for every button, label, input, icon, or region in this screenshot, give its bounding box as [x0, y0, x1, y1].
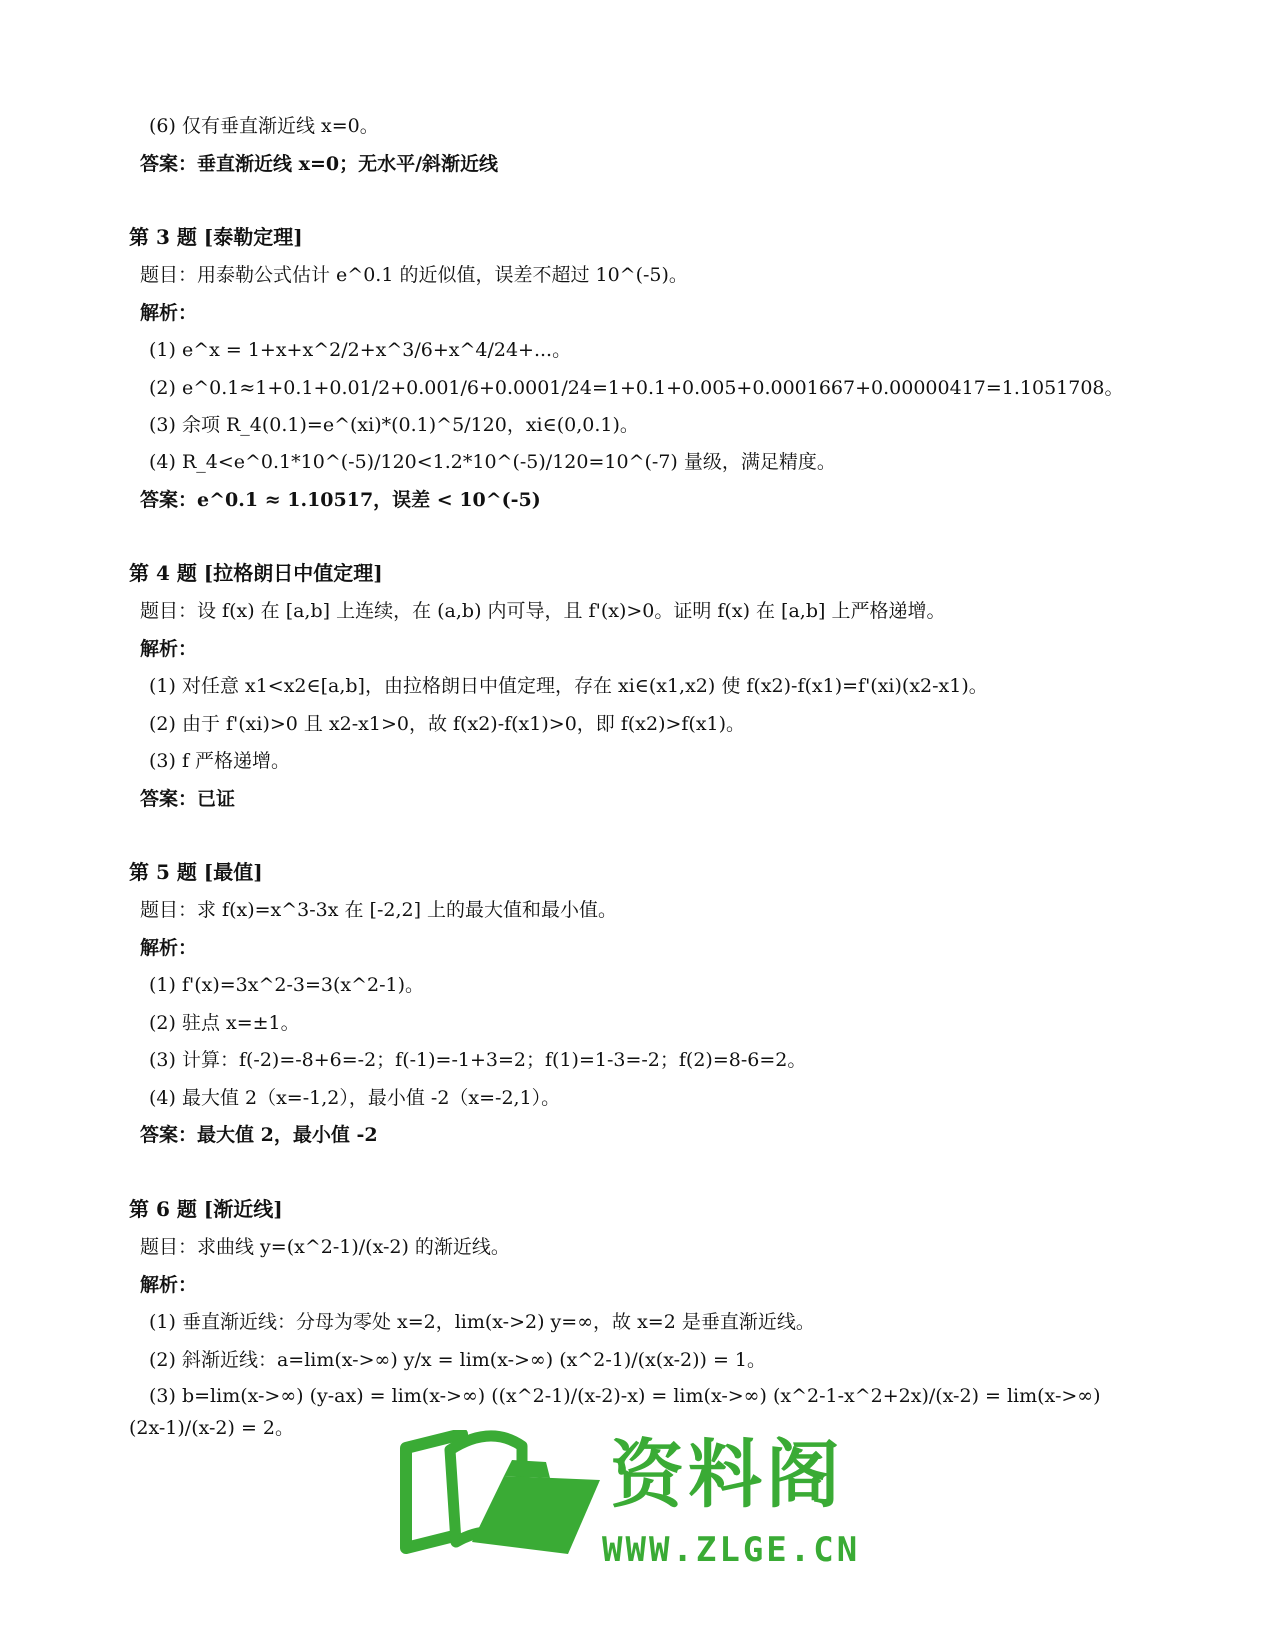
q3-step-1: (1) e^x = 1+x+x^2/2+x^3/6+x^4/24+...。	[149, 339, 572, 361]
answer-text: 垂直渐近线 x=0；无水平/斜渐近线	[197, 153, 499, 175]
q4-step-1: (1) 对任意 x1<x2∈[a,b]，由拉格朗日中值定理，存在 xi∈(x1,x2) 使 f(x2)-f(x1)=f'(xi)(x2-x1)。	[149, 675, 988, 697]
answer-label: 答案：	[140, 788, 198, 810]
open-book-folder-icon	[400, 1430, 600, 1560]
q3-step-2: (2) e^0.1≈1+0.1+0.01/2+0.001/6+0.0001/24=1+0.1+0.005+0.0001667+0.00000417=1.1051708。	[149, 377, 1124, 399]
answer-text: e^0.1 ≈ 1.10517，误差 < 10^(-5)	[197, 489, 541, 511]
q5-heading: 第 5 题 [最值]	[129, 860, 263, 884]
q3-problem: 题目：用泰勒公式估计 e^0.1 的近似值，误差不超过 10^(-5)。	[140, 264, 688, 286]
q5-solution-label: 解析：	[140, 937, 198, 959]
q3-step-3: (3) 余项 R_4(0.1)=e^(xi)*(0.1)^5/120，xi∈(0,0.1)。	[149, 414, 639, 436]
answer-label: 答案：	[140, 489, 198, 511]
q6-heading: 第 6 题 [渐近线]	[129, 1197, 283, 1221]
q5-problem: 题目：求 f(x)=x^3-3x 在 [-2,2] 上的最大值和最小值。	[140, 899, 618, 921]
q4-step-3: (3) f 严格递增。	[149, 750, 291, 772]
answer-text: 已证	[197, 788, 236, 810]
q4-answer	[140, 786, 235, 812]
q5-step-1: (1) f'(x)=3x^2-3=3(x^2-1)。	[149, 974, 425, 996]
q5-step-4: (4) 最大值 2（x=-1,2），最小值 -2（x=-2,1）。	[149, 1087, 561, 1109]
q4-heading: 第 4 题 [拉格朗日中值定理]	[129, 561, 383, 585]
q4-solution-label: 解析：	[140, 638, 198, 660]
q5-step-3: (3) 计算：f(-2)=-8+6=-2；f(-1)=-1+3=2；f(1)=1-3=-2；f(2)=8-6=2。	[149, 1049, 807, 1071]
watermark-brand: 资料阁	[610, 1432, 844, 1518]
q3-solution-label: 解析：	[140, 302, 198, 324]
q4-step-2: (2) 由于 f'(xi)>0 且 x2-x1>0，故 f(x2)-f(x1)>0，即 f(x2)>f(x1)。	[149, 713, 746, 735]
q4-problem: 题目：设 f(x) 在 [a,b] 上连续，在 (a,b) 内可导，且 f'(x)>0。证明 f(x) 在 [a,b] 上严格递增。	[140, 600, 946, 622]
answer-text: 最大值 2，最小值 -2	[197, 1124, 378, 1146]
q3-step-4: (4) R_4<e^0.1*10^(-5)/120<1.2*10^(-5)/120=10^(-7) 量级，满足精度。	[149, 451, 836, 473]
q2-step-6: (6) 仅有垂直渐近线 x=0。	[149, 115, 379, 137]
q6-problem: 题目：求曲线 y=(x^2-1)/(x-2) 的渐近线。	[140, 1236, 510, 1258]
q6-solution-label: 解析：	[140, 1274, 198, 1296]
q3-heading: 第 3 题 [泰勒定理]	[129, 225, 303, 249]
q5-answer	[140, 1122, 378, 1148]
q6-step-3: (3) b=lim(x->∞) (y-ax) = lim(x->∞) ((x^2-1)/(x-2)-x) = lim(x->∞) (x^2-1-x^2+2x)/(x-2) = lim(x->∞) (2x-1)/(x-2) = 2。	[129, 1385, 1101, 1439]
q5-step-2: (2) 驻点 x=±1。	[149, 1012, 300, 1034]
answer-label: 答案：	[140, 1124, 198, 1146]
watermark-url: WWW.ZLGE.CN	[602, 1530, 861, 1570]
q3-answer	[140, 487, 541, 513]
watermark-logo	[400, 1430, 880, 1590]
answer-label: 答案：	[140, 153, 198, 175]
q6-step-1: (1) 垂直渐近线：分母为零处 x=2，lim(x->2) y=∞，故 x=2 是垂直渐近线。	[149, 1311, 815, 1333]
q2-answer	[140, 151, 498, 177]
q6-step-2: (2) 斜渐近线：a=lim(x->∞) y/x = lim(x->∞) (x^2-1)/(x(x-2)) = 1。	[149, 1349, 767, 1371]
